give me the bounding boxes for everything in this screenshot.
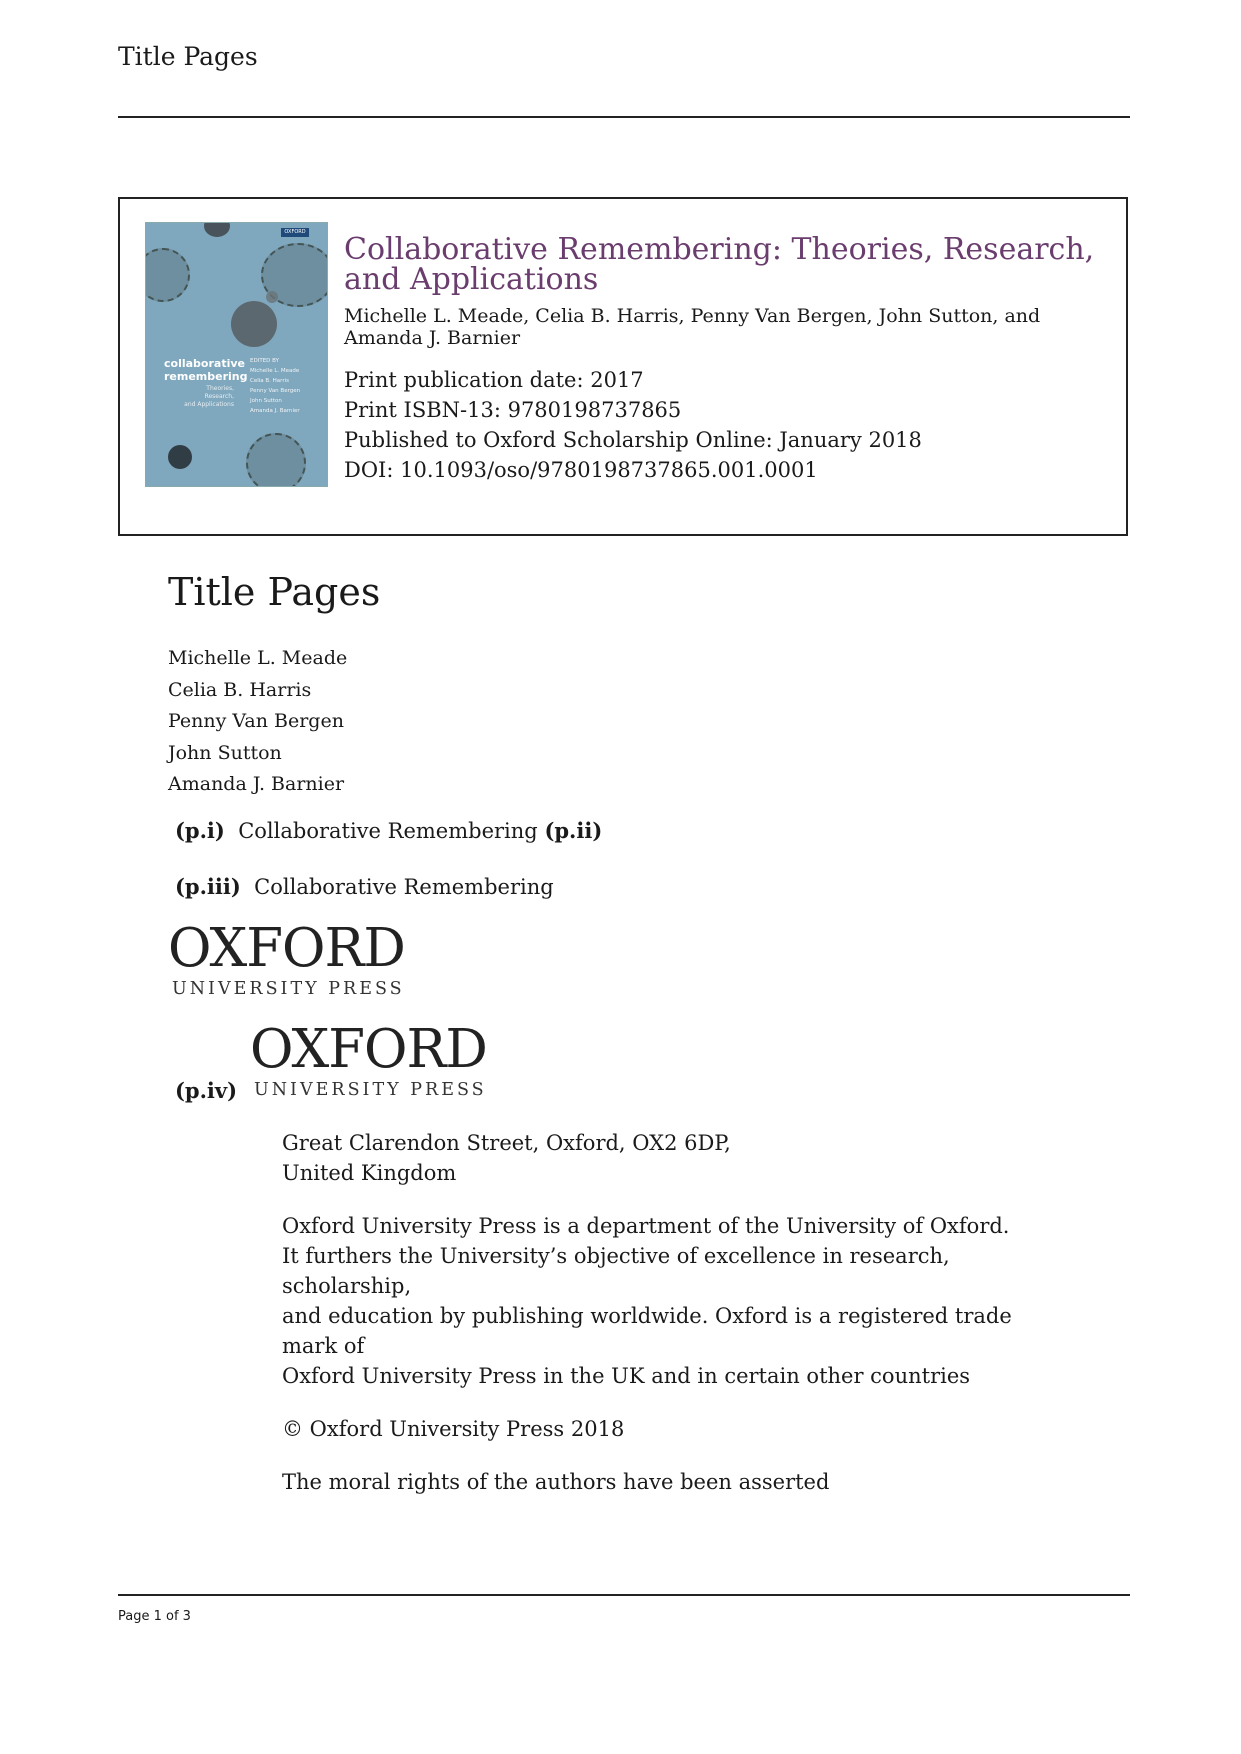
cover-sphere-decoration <box>168 445 192 469</box>
book-info-box <box>118 197 1128 536</box>
author-item: Amanda J. Barnier <box>168 773 345 795</box>
header-divider <box>118 116 1130 118</box>
page-number: Page 1 of 3 <box>118 1609 191 1624</box>
publisher-address: Great Clarendon Street, Oxford, OX2 6DP, United Kingdom <box>282 1131 731 1185</box>
author-item: Michelle L. Meade <box>168 647 348 669</box>
page-marker: (p.ii) <box>544 818 603 843</box>
online-publication-date: Published to Oxford Scholarship Online: January 2018 <box>344 428 922 452</box>
doi: DOI: 10.1093/oso/9780198737865.001.0001 <box>344 458 818 482</box>
cover-publisher-badge: OXFORD <box>281 228 309 237</box>
page-marker: (p.i) <box>175 818 225 843</box>
publication-details <box>344 365 1114 485</box>
cover-sphere-decoration <box>145 248 190 302</box>
author-item: Celia B. Harris <box>168 678 312 701</box>
page-i-line <box>175 818 602 843</box>
footer-divider <box>118 1594 1130 1596</box>
book-cover-image <box>145 222 328 487</box>
publisher-statement: Oxford University Press is a department of the University of Oxford. It furthers the University’s objective of excellence in research, scholarship, and education by publishing worldwide. Oxford is a registered trade mark of Oxford University Press in the UK and in certain other countries <box>282 1214 1012 1388</box>
moral-rights-notice: The moral rights of the authors have been asserted <box>282 1470 830 1494</box>
running-header-title: Title Pages <box>118 42 258 71</box>
cover-editors: EDITED BY Michelle L. Meade Celia B. Harris Penny Van Bergen John Sutton Amanda J. Barnier <box>250 358 301 414</box>
author-item: John Sutton <box>168 741 282 764</box>
imprint-text <box>282 1128 1042 1520</box>
author-item: Penny Van Bergen <box>168 710 344 732</box>
half-title: Collaborative Remembering <box>238 819 538 843</box>
page-iii-line <box>175 874 554 899</box>
cover-sphere-decoration <box>204 222 230 237</box>
cover-sphere-decoration <box>246 433 306 487</box>
oxford-logo: OXFORD UNIVERSITY PRESS <box>168 918 405 999</box>
page-title: Title Pages <box>168 570 381 614</box>
print-publication-date: Print publication date: 2017 <box>344 368 644 392</box>
cover-title: collaborative remembering <box>164 357 248 383</box>
cover-subtitle: Theories, Research, and Applications <box>184 385 234 408</box>
copyright-notice: © Oxford University Press 2018 <box>282 1417 625 1441</box>
cover-sphere-decoration <box>266 291 278 303</box>
oxford-logo: OXFORD UNIVERSITY PRESS <box>250 1019 487 1100</box>
page-marker: (p.iv) <box>175 1078 238 1103</box>
cover-sphere-decoration <box>231 301 277 347</box>
book-metadata <box>344 232 1114 485</box>
book-title: Collaborative Remembering: Theories, Research, and Applications <box>344 232 1095 297</box>
author-list <box>168 643 347 801</box>
full-title: Collaborative Remembering <box>254 875 554 899</box>
print-isbn: Print ISBN-13: 9780198737865 <box>344 398 682 422</box>
page-marker: (p.iii) <box>175 874 241 899</box>
book-authors: Michelle L. Meade, Celia B. Harris, Penny Van Bergen, John Sutton, and Amanda J. Barnier <box>344 305 1041 349</box>
